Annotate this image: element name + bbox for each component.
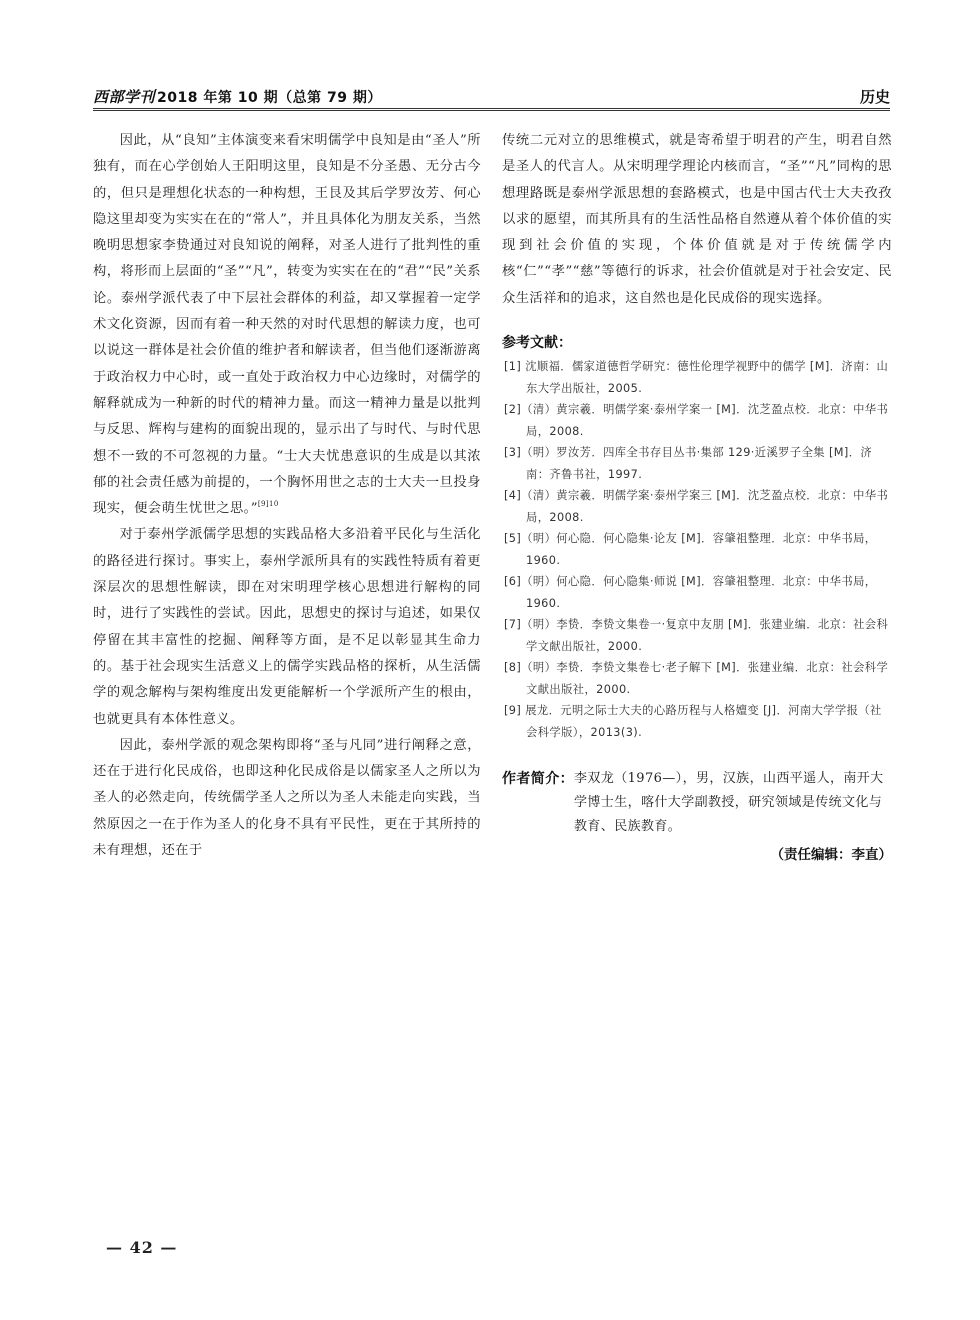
header-rule (93, 108, 890, 111)
left-paragraph-2: 对于泰州学派儒学思想的实践品格大多沿着平民化与生活化的路径进行探讨。事实上，泰州学派所具有的实践性特质有着更深层次的思想性解读，即在对宋明理学核心思想进行解构的同时，进行了实践性的尝试。因此，思想史的探讨与追述，如果仅停留在其丰富性的挖掘、阐释等方面，是不足以彰显其生命力的。基于社会现实生活意义上的儒学实践品格的探析，从生活儒学的观念解构与架构维度出发更能解析一个学派所产生的根由，也就更具有本体性意义。 (93, 527, 481, 727)
author-text: 李双龙（1976—），男，汉族，山西平遥人，南开大学博士生，喀什大学副教授，研究领域是传统文化与教育、民族教育。 (574, 771, 884, 835)
reference-item: [8]（明）李贽．李贽文集卷七·老子解下 [M]．张建业编．北京：社会科学文献出版社，2000. (504, 661, 889, 696)
section-label: 历史 (859, 88, 890, 106)
citation-marker: [9]10 (257, 500, 279, 509)
left-paragraph-3: 因此，泰州学派的观念架构即将“圣与凡同”进行阐释之意，还在于进行化民成俗，也即这种化民成俗是以儒家圣人之所以为圣人的必然走向，传统儒学圣人之所以为圣人未能走向实践，当然原因之一在于作为圣人的化身不具有平民性，更在于其所持的未有理想，还在于 (93, 737, 481, 859)
reference-item: [9] 展龙．元明之际士大夫的心路历程与人格嬗变 [J]．河南大学学报（社会科学版），2013(3). (504, 704, 882, 739)
journal-issue: 2018 年第 10 期（总第 79 期） (157, 90, 382, 106)
right-column (502, 128, 892, 863)
journal-info (93, 86, 382, 107)
page-number: — 42 — (106, 1238, 178, 1257)
author-label: 作者简介： (502, 771, 574, 788)
reference-item: [4]（清）黄宗羲．明儒学案·泰州学案三 [M]．沈芝盈点校．北京：中华书局，2008. (504, 489, 889, 524)
reference-item: [6]（明）何心隐．何心隐集·师说 [M]．容肇祖整理．北京：中华书局，1960. (504, 575, 877, 610)
reference-item: [2]（清）黄宗羲．明儒学案·泰州学案一 [M]．沈芝盈点校．北京：中华书局，2008. (504, 403, 889, 438)
author-bio (502, 767, 892, 839)
reference-item: [3]（明）罗汝芳．四库全书存目丛书·集部 129·近溪罗子全集 [M]．济南：齐鲁书社，1997. (504, 446, 873, 481)
left-paragraph-1 (93, 128, 481, 522)
reference-item: [1] 沈顺福．儒家道德哲学研究：德性伦理学视野中的儒学 [M]．济南：山东大学出版社，2005. (504, 360, 889, 395)
reference-item: [5]（明）何心隐．何心隐集·论友 [M]．容肇祖整理．北京：中华书局，1960. (504, 532, 877, 567)
references-list (502, 356, 892, 743)
left-paragraph-1-text: 因此，从“良知”主体演变来看宋明儒学中良知是由“圣人”所独有，而在心学创始人王阳明这里，良知是不分圣愚、无分古今的，但只是理想化状态的一种构想，王艮及其后学罗汝芳、何心隐这里却变为实实在在的“常人”，并且具体化为朋友关系，当然晚明思想家李贽通过对良知说的阐释，对圣人进行了批判性的重构，将形而上层面的“圣”“凡”，转变为实实在在的“君”“民”关系论。泰州学派代表了中下层社会群体的利益，却又掌握着一定学术文化资源，因而有着一种天然的对时代思想的解读力度，也可以说这一群体是社会价值的维护者和解读者，但当他们逐渐游离于政治权力中心时，或一直处于政治权力中心边缘时，对儒学的解释就成为一种新的时代的精神力量。而这一精神力量是以批判与反思、辉构与建构的面貌出现的，显示出了与时代、与时代思想不一致的不可忽视的力量。“士大夫忧患意识的生成是以其浓郁的社会责任感为前提的，一个胸怀用世之志的士大夫一旦投身现实，便会萌生忧世之思。” (93, 133, 481, 517)
left-column (93, 128, 481, 864)
right-paragraph-1: 传统二元对立的思维模式，就是寄希望于明君的产生，明君自然是圣人的代言人。从宋明理学理论内核而言，“圣”“凡”同构的思想理路既是泰州学派思想的套路模式，也是中国古代士大夫孜孜以求的愿望，而其所具有的生活性品格自然遵从着个体价值的实现到社会价值的实现，个体价值就是对于传统儒学内核“仁”“孝”“慈”等德行的诉求，社会价值就是对于社会安定、民众生活祥和的追求，这自然也是化民成俗的现实选择。 (502, 133, 892, 306)
journal-name: 西部学刊 (93, 88, 156, 106)
reference-item: [7]（明）李贽．李贽文集卷一·复京中友朋 [M]．张建业编．北京：社会科学文献出版社，2000. (504, 618, 889, 653)
responsible-editor: （责任编辑：李直） (770, 847, 892, 864)
references-title: 参考文献： (502, 335, 572, 352)
page-header (93, 86, 890, 112)
